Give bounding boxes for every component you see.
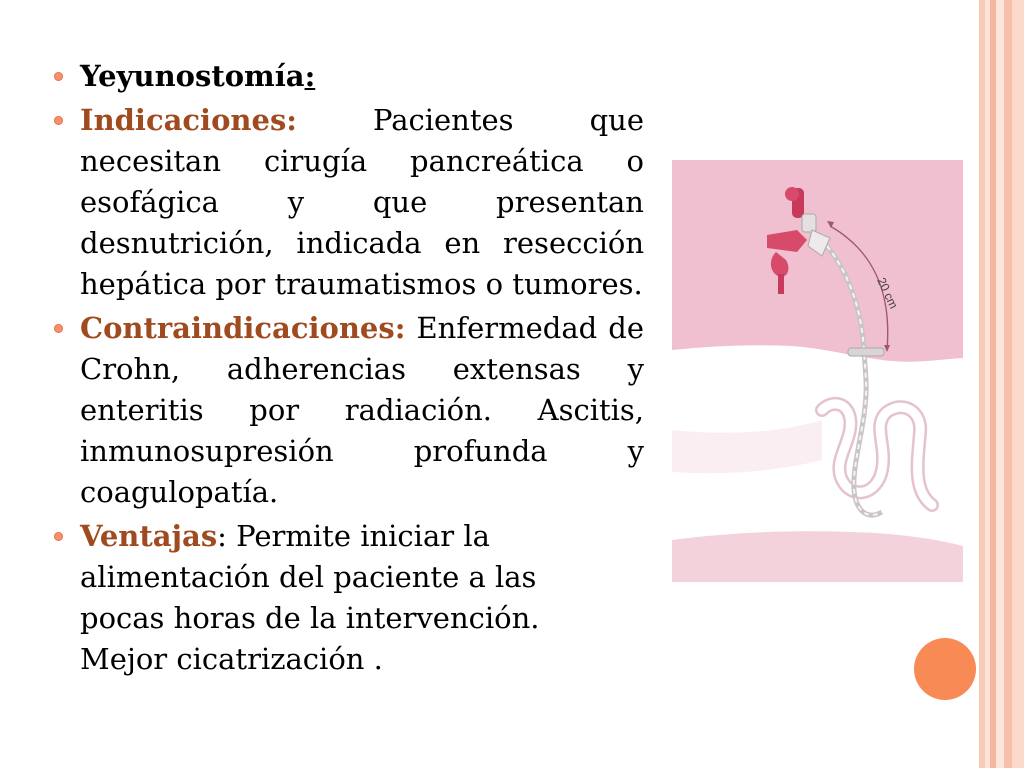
jejunostomy-tube-illustration: [672, 160, 963, 582]
bullet-item-yeyunostomia: [48, 56, 644, 97]
bullet-item-indicaciones: [48, 100, 644, 305]
bullet-dot-icon: [54, 532, 63, 541]
contraindicaciones-text: Enfermedad de Crohn, adherencias extensas y enteritis por radiación. Ascitis, inmunosupresión profunda y coagulopatía.: [80, 311, 644, 509]
bullet-dot-icon: [54, 72, 63, 81]
decor-stripe: [1004, 0, 1012, 768]
ventajas-text: : Permite iniciar la alimentación del paciente a las pocas horas de la intervención. Mejor cicatrización .: [80, 519, 540, 676]
bullet-item-contraindicaciones: [48, 308, 644, 513]
indicaciones-label: Indicaciones:: [80, 103, 297, 137]
indicaciones-text: Pacientes que necesitan cirugía pancreática o esofágica y que presentan desnutrición, indicada en resección hepática por traumatismos o tumores.: [80, 103, 644, 301]
heading-label: Yeyunostomía: [80, 59, 305, 93]
heading-colon: :: [304, 59, 316, 93]
contraindicaciones-label: Contraindicaciones:: [80, 311, 406, 345]
ventajas-label: Ventajas: [80, 519, 218, 553]
accent-circle: [914, 638, 976, 700]
bullet-dot-icon: [54, 324, 63, 333]
bullet-item-ventajas: [48, 516, 600, 680]
decor-stripe: [996, 0, 1004, 768]
slide-body: [48, 56, 644, 683]
tube-length-label: 20 cm: [874, 275, 901, 311]
bullet-dot-icon: [54, 116, 63, 125]
decor-stripe: [1012, 0, 1024, 768]
